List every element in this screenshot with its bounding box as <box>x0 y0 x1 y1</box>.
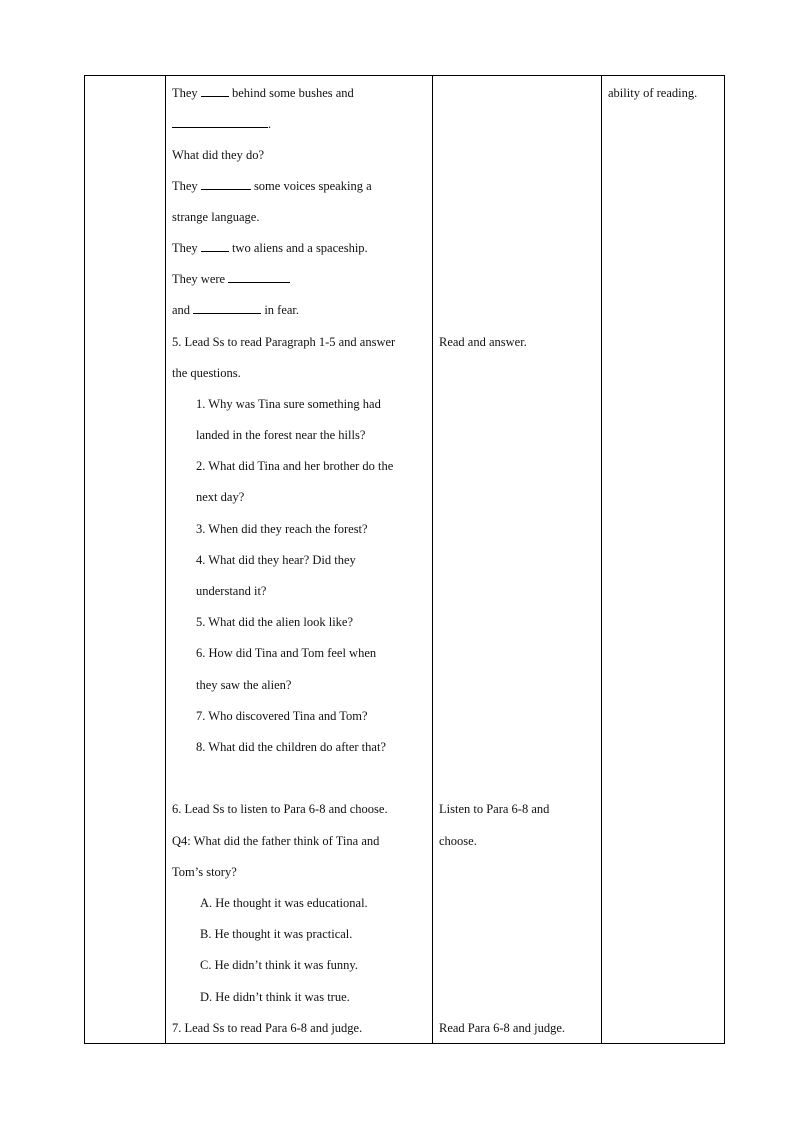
lesson-plan-table <box>84 75 725 1044</box>
fill-blank-line-5: They were <box>172 271 290 287</box>
student-activity-text: Read Para 6-8 and judge. <box>439 1021 566 1035</box>
question-item: 8. What did the children do after that? <box>196 740 386 754</box>
question-item: 7. Who discovered Tina and Tom? <box>196 709 368 723</box>
question-item: they saw the alien? <box>196 678 292 692</box>
step-5-instruction: 5. Lead Ss to read Paragraph 1-5 and answer <box>172 335 396 349</box>
answer-blank <box>201 178 251 190</box>
fill-blank-line-2: . <box>172 116 271 132</box>
column-divider <box>601 76 602 1043</box>
student-activity-column <box>439 76 599 1043</box>
fill-blank-line-3: They some voices speaking a <box>172 179 372 193</box>
answer-blank <box>201 240 229 252</box>
option-d: D. He didn’t think it was true. <box>200 990 350 1004</box>
answer-blank <box>201 85 229 97</box>
question-item: understand it? <box>196 584 267 598</box>
student-activity-text: Read and answer. <box>439 335 527 349</box>
student-activity-text: Listen to Para 6-8 and <box>439 802 550 816</box>
option-b: B. He thought it was practical. <box>200 927 353 941</box>
question-item: 1. Why was Tina sure something had <box>196 397 381 411</box>
option-c: C. He didn’t think it was funny. <box>200 958 358 972</box>
answer-blank <box>172 116 268 128</box>
body-text: strange language. <box>172 210 260 224</box>
column-divider <box>432 76 433 1043</box>
step-5-instruction-cont: the questions. <box>172 366 241 380</box>
question-item: 6. How did Tina and Tom feel when <box>196 646 377 660</box>
teacher-activity-column <box>172 76 430 1043</box>
answer-blank <box>193 302 261 314</box>
step-6-question-cont: Tom’s story? <box>172 865 237 879</box>
fill-blank-line-4: They two aliens and a spaceship. <box>172 241 368 255</box>
step-7-instruction: 7. Lead Ss to read Para 6-8 and judge. <box>172 1021 363 1035</box>
column-divider <box>165 76 166 1043</box>
fill-blank-line-1: They behind some bushes and <box>172 86 354 100</box>
question-item: 3. When did they reach the forest? <box>196 522 368 536</box>
question-item: next day? <box>196 490 245 504</box>
step-6-instruction: 6. Lead Ss to listen to Para 6-8 and choose. <box>172 802 388 816</box>
question-item: 2. What did Tina and her brother do the <box>196 459 394 473</box>
question-item: 4. What did they hear? Did they <box>196 553 356 567</box>
question-text: What did they do? <box>172 148 264 162</box>
answer-blank <box>228 271 290 283</box>
purpose-column <box>608 76 724 1043</box>
option-a: A. He thought it was educational. <box>200 896 368 910</box>
question-item: landed in the forest near the hills? <box>196 428 366 442</box>
question-item: 5. What did the alien look like? <box>196 615 354 629</box>
step-6-question: Q4: What did the father think of Tina and <box>172 834 380 848</box>
student-activity-text: choose. <box>439 834 477 848</box>
purpose-text: ability of reading. <box>608 86 698 100</box>
fill-blank-line-6: and in fear. <box>172 303 300 317</box>
